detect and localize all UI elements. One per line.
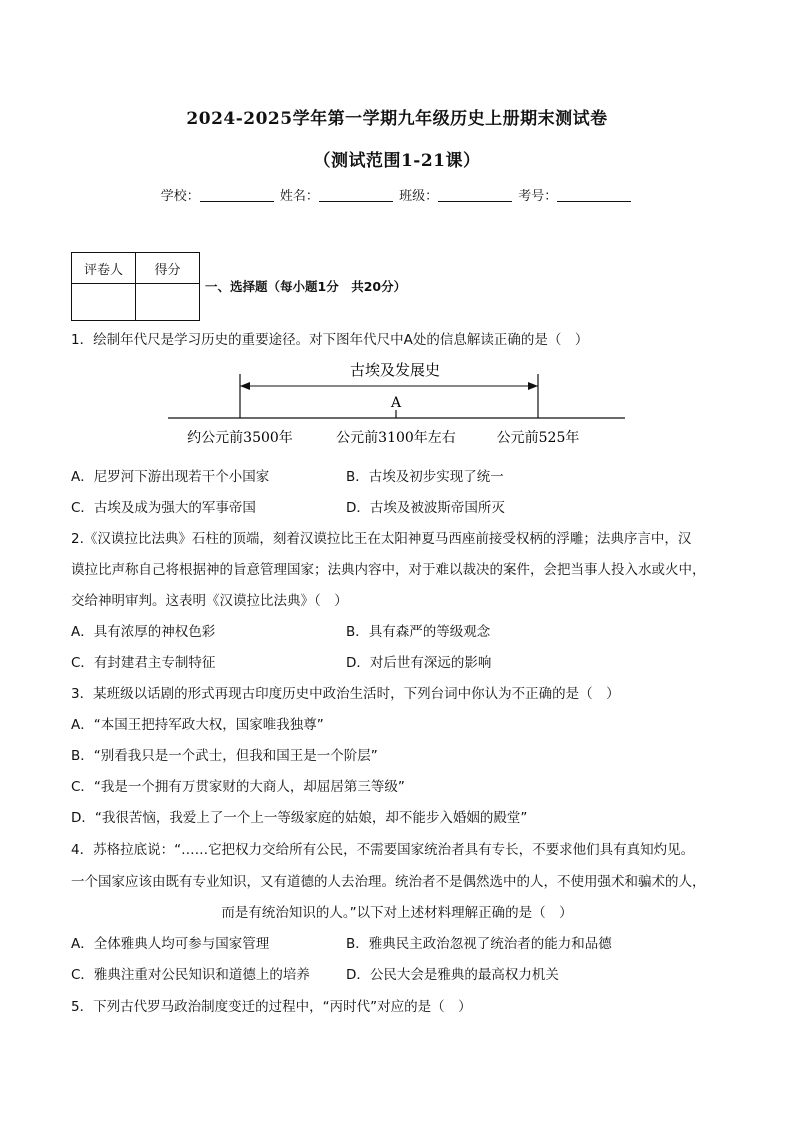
timeline-marker: A	[390, 395, 402, 411]
grader-cell[interactable]	[72, 284, 136, 321]
school-blank[interactable]	[200, 189, 274, 202]
q4-option-c[interactable]: C．雅典注重对公民知识和道德上的培养	[71, 967, 310, 983]
timeline-figure	[160, 352, 640, 452]
score-header: 得分	[136, 253, 200, 284]
q3-option-c[interactable]: C．“我是一个拥有万贯家财的大商人，却屈居第三等级”	[71, 779, 405, 795]
q4-line-3: 而是有统治知识的人。”以下对上述材料理解正确的是（ ）	[221, 905, 573, 921]
q4-option-a[interactable]: A．全体雅典人均可参与国家管理	[71, 936, 270, 952]
q2-option-a[interactable]: A．具有浓厚的神权色彩	[71, 624, 216, 640]
q2-option-d[interactable]: D．对后世有深远的影响	[346, 655, 492, 671]
tick-label-2: 公元前3100年左右	[336, 430, 456, 446]
exam-number-label: 考号：	[518, 189, 558, 204]
q1-option-d[interactable]: D．古埃及被波斯帝国所灭	[346, 500, 505, 516]
arrow-right-icon	[528, 382, 538, 390]
q1-option-a[interactable]: A．尼罗河下游出现若干个小国家	[71, 469, 270, 485]
q4-line-2: 一个国家应该由既有专业知识，又有道德的人去治理。统治者不是偶然选中的人，不使用强术和骗术的人，	[71, 874, 706, 890]
student-info-row	[0, 185, 794, 204]
timeline-title: 古埃及发展史	[349, 361, 441, 379]
q5-stem: 5．下列古代罗马政治制度变迁的过程中，“丙时代”对应的是（ ）	[71, 999, 472, 1015]
q2-option-b[interactable]: B．具有森严的等级观念	[346, 624, 491, 640]
score-cell[interactable]	[136, 284, 200, 321]
name-label: 姓名：	[279, 189, 319, 204]
q3-stem: 3．某班级以话剧的形式再现古印度历史中政治生活时，下列台词中你认为不正确的是（ ）	[71, 686, 620, 702]
class-label: 班级：	[399, 189, 439, 204]
q1-option-c[interactable]: C．古埃及成为强大的军事帝国	[71, 500, 256, 516]
q3-option-b[interactable]: B．“别看我只是一个武士，但我和国王是一个阶层”	[71, 748, 378, 764]
score-table	[71, 252, 200, 321]
q3-option-a[interactable]: A．“本国王把持军政大权，国家唯我独尊”	[71, 717, 324, 733]
q2-line-3: 交给神明审判。这表明《汉谟拉比法典》（ ）	[71, 593, 348, 609]
q1-option-b[interactable]: B．古埃及初步实现了统一	[346, 469, 504, 485]
school-label: 学校：	[160, 189, 200, 204]
page-subtitle: （测试范围1-21课）	[313, 151, 481, 171]
q2-line-1: 2.《汉谟拉比法典》石柱的顶端，刻着汉谟拉比王在太阳神夏马西座前接受权柄的浮雕；法典序言中，汉	[71, 531, 692, 547]
q4-option-b[interactable]: B．雅典民主政治忽视了统治者的能力和品德	[346, 936, 612, 952]
arrow-left-icon	[240, 382, 250, 390]
q4-line-1: 4．苏格拉底说：“……它把权力交给所有公民，不需要国家统治者具有专长，不要求他们具有真知灼见。	[71, 842, 695, 858]
name-blank[interactable]	[319, 189, 393, 202]
q1-stem: 1．绘制年代尺是学习历史的重要途径。对下图年代尺中A处的信息解读正确的是（ ）	[71, 332, 589, 348]
section-heading: 一、选择题（每小题1分 共20分）	[205, 279, 407, 294]
page-title: 2024-2025学年第一学期九年级历史上册期末测试卷	[186, 109, 608, 129]
exam-number-blank[interactable]	[557, 189, 631, 202]
tick-label-1: 约公元前3500年	[187, 430, 293, 446]
q2-line-2: 谟拉比声称自己将根据神的旨意管理国家；法典内容中，对于难以裁决的案件，会把当事人投入水或火中，	[71, 562, 706, 578]
q4-option-d[interactable]: D．公民大会是雅典的最高权力机关	[346, 967, 559, 983]
tick-label-3: 公元前525年	[496, 430, 580, 446]
q2-option-c[interactable]: C．有封建君主专制特征	[71, 655, 216, 671]
q3-option-d[interactable]: D．“我很苦恼，我爱上了一个上一等级家庭的姑娘，却不能步入婚姻的殿堂”	[71, 810, 528, 826]
grader-header: 评卷人	[72, 253, 136, 284]
class-blank[interactable]	[438, 189, 512, 202]
